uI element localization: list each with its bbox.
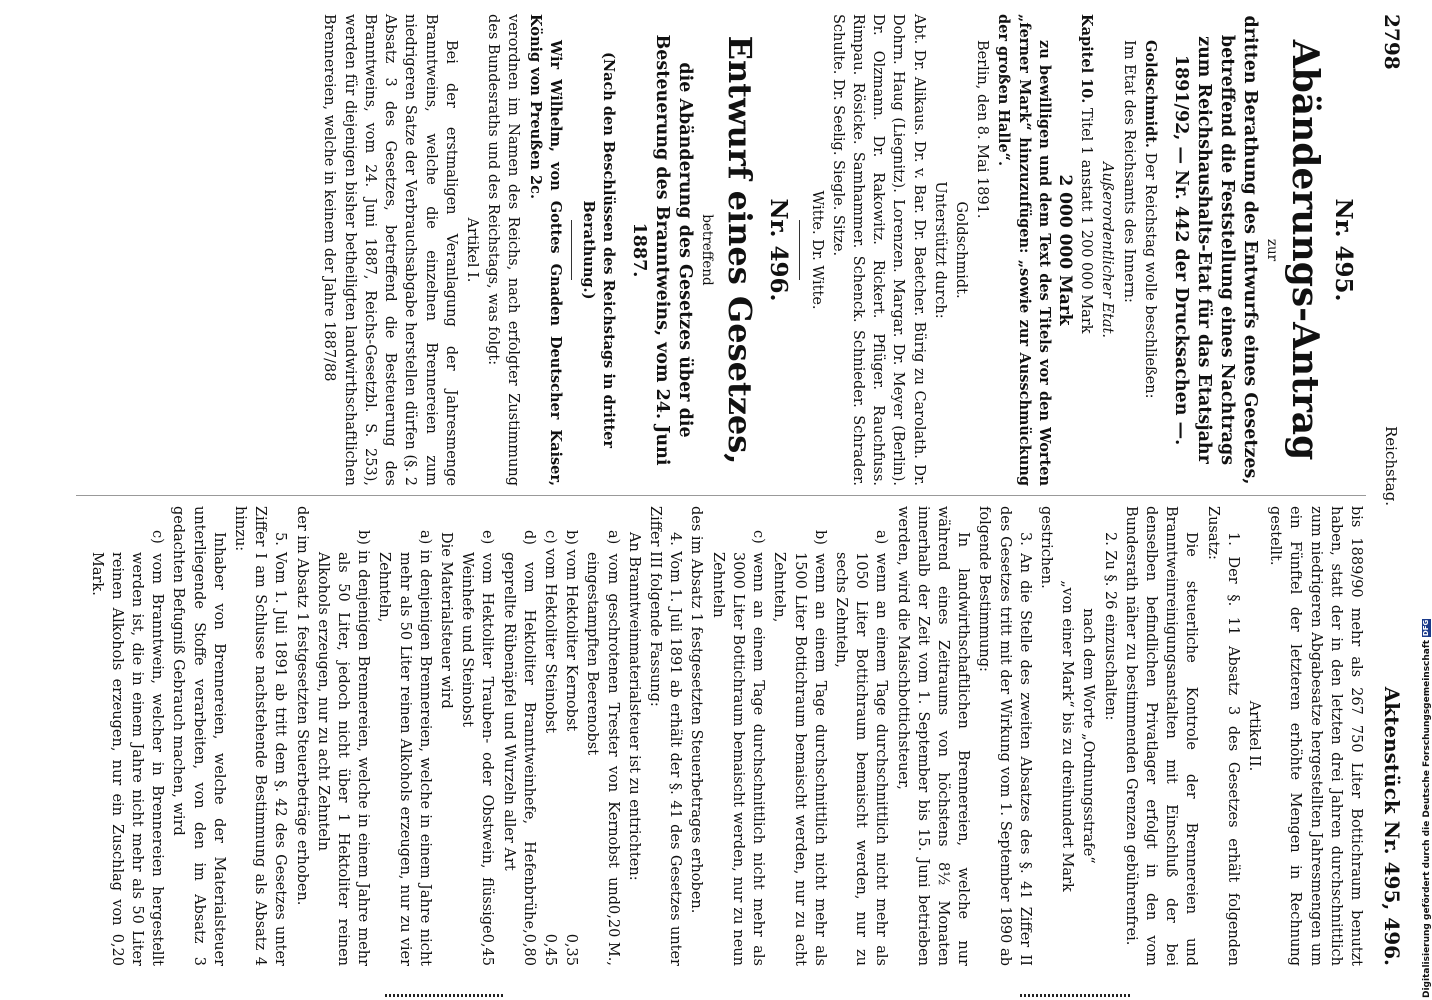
- wir-wilhelm: Wir Wilhelm, von Gottes Gnaden Deutscher Kaiser, König von Preußen 2c.: [526, 14, 564, 486]
- right-column: [85, 506, 1366, 966]
- para-5: 5. Vom 1. Juli 1891 ab tritt dem §. 42 des Gesetzes unter Ziffer I am Schlusse nachstehende Bestimmung als Absatz 4 hinzu:: [232, 506, 289, 966]
- para-4bb: b) vom Hektoliter Kernobst: [563, 530, 580, 732]
- kapitel-text: Titel 1 anstatt 1 200 000 Mark: [1078, 107, 1095, 334]
- digitization-text: Digitalisierung gefördert durch die Deutsche Forschungsgemeinschaft: [1422, 639, 1432, 998]
- header-right: Aktenstück Nr. 495, 496.: [1380, 686, 1404, 966]
- para-4bb-value: 0,35: [563, 933, 580, 966]
- betreffend-label: betreffend: [699, 214, 716, 286]
- artikel-2: Artikel II.: [1245, 700, 1262, 772]
- para-4: 4. Vom 1. Juli 1891 ab erhält der §. 41 des Gesetzes unter Ziffer III folgende Fassung:: [647, 506, 684, 966]
- para-4d-value: 0,80: [520, 933, 537, 966]
- para-4fb: b) in denjenigen Brennereien, welche in einem Jahre mehr als 50 Liter, jedoch nicht über 1 Hektoliter reinen Alkohols erzeugen, nur zu acht Zehnteln: [314, 530, 372, 966]
- para-4fc: der im Absatz 1 festgesetzten Steuerbeträge erhoben.: [293, 506, 310, 906]
- para-3bb: b) wenn an einem Tage durchschnittlich nicht mehr als 1500 Liter Bottichraum bemaischt werden, nur zu acht Zehnteln,: [771, 530, 828, 966]
- para-4e: e) vom Hektoliter Trauben- oder Obstwein, flüssige Weinhefe und Steinobst: [459, 530, 496, 934]
- para-4f: Die Materialsteuer wird: [438, 532, 455, 709]
- para-3b: In landwirthschaftlichen Brennereien, welche nur während eines Zeitraums von höchstens 8½ Monaten innerhalb der Zeit vom 1. September bis 15. Juni betrieben werden, wird die Maischbottichsteuer,: [894, 506, 972, 966]
- para-2c: „von einer Mark“ bis zu dreihundert Mark: [1059, 580, 1076, 892]
- dfg-logo-icon: DFG: [1422, 619, 1430, 637]
- para-5b: Inhaber von Brennereien, welche der Materialsteuer unterliegende Stoffe verarbeiten, von den im Absatz 3 gedachten Befugniß Gebrauch machen, wird: [170, 506, 227, 966]
- para-2b: nach dem Worte „Ordnungsstrafe“: [1080, 608, 1097, 864]
- date-berlin: Berlin, den 8. Mai 1891.: [974, 40, 991, 219]
- divider-2: [571, 220, 572, 280]
- goldschmidt-text: Der Reichstag wolle beschließen:: [1141, 152, 1158, 399]
- beschluss-note: (Nach den Beschlüssen des Reichstags in dritter Berathung.): [579, 51, 618, 449]
- para-4c-value: 0,45: [542, 933, 559, 966]
- page-number: 2798: [1380, 14, 1404, 70]
- para-4b: An Branntweinmaterialsteuer ist zu entrichten:: [625, 532, 642, 881]
- para-1b: Die steuerliche Kontrole der Brennereien und Branntweinreinigungsanstalten mit Einschluß der bei denselben befindlichen Privatlager erfolgt in den vom Bundesrath näher zu bestimmenden Grenzen gebührenfrei.: [1122, 506, 1200, 966]
- lead-496: die Abänderung des Gesetzes über die Besteuerung des Branntweins, vom 24. Juni 1887.: [629, 34, 696, 466]
- artikel-1-text: Bei der erstmaligen Veranlagung der Jahresmenge Branntweins, welche die einzelnen Brennereien zum niedrigeren Satze der Verbrauchsabgabe herstellen dürfen (§. 2 Absatz 3 des Gesetzes, betreffend die Besteuerung des Branntweins, vom 24. Juni 1887, Reichs-Gesetzbl. S. 253), werden für diejenigen bisher betheiligten landwirthschaftlichen Brennereien, welche in keinem der Jahre 1887/88: [321, 14, 459, 486]
- bottom-mark-right: [1020, 994, 1130, 997]
- para-4fa: a) in denjenigen Brennereien, welche in einem Jahre nicht mehr als 50 Liter reinen Alkohols erzeugen, nur zu vier Zehnteln,: [376, 530, 433, 966]
- rotated-document: [30, 6, 1410, 976]
- page-header: [1370, 6, 1410, 976]
- para-4c: c) vom Hektoliter Steinobst: [542, 530, 559, 734]
- verordnen: verordnen im Namen des Reichs, nach erfolgter Zustimmung des Bundesraths und des Reichstags, was folgt:: [485, 14, 522, 486]
- para-5c: c) vom Branntwein, welcher in Brennereien hergestellt werden ist, die in einem Jahre nicht mehr als 50 Liter reinen Alkohols erzeugen, nur ein Zuschlag von 0,20 Mark.: [88, 530, 166, 966]
- amount: 2 000 000 Mark: [1054, 174, 1075, 326]
- title-abaenderungs-antrag: Abänderungs-Antrag: [1284, 39, 1326, 461]
- para-3c: c) wenn an einem Tage durchschnittlich nicht mehr als 3000 Liter Bottichraum bemaischt werden, nur zu neun Zehnteln: [709, 530, 767, 966]
- artikel-1: Artikel I.: [463, 217, 480, 283]
- para-4e-value: 0,45: [479, 933, 496, 966]
- goldschmidt-name: Goldschmidt.: [1141, 40, 1159, 148]
- para-3a: a) wenn an einem Tage durchschnittlich nicht mehr als 1050 Liter Bottichraum bemaischt werden, nur zu sechs Zehnteln,: [832, 530, 890, 966]
- column-rule: [76, 495, 1366, 496]
- kapitel-text2: zu bewilligen und dem Text des Titels vor den Worten „ferner Mark“ hinzuzufügen: „sowie zur Ausschmückung der großen Halle“.: [995, 14, 1053, 486]
- supporters-list: Abt. Dr. Alikaus. Dr. v. Bar. Dr. Baetcher. Bürig zu Carolath. Dr. Dohrn. Haug (Liegnitz). Lorenzen. Margar. Dr. Meyer (Berlin). Dr. Olzmann. Dr. Rakowitz. Rickert. Pflüger. Rauchfuss. Rimpau. Rösicke. Samhammer. Schenck. Schnieder. Schrader. Schulte. Dr. Seelig. Siegle. Sitze.: [829, 14, 927, 486]
- para-4a-value: 0,20 M.,: [604, 905, 621, 966]
- nr-496: Nr. 496.: [765, 198, 793, 302]
- para-3: 3. An die Stelle des zweiten Absatzes des §. 41 Ziffer II des Gesetzes tritt mit der Wirkung vom 1. September 1890 ab folgende Bestimmung:: [976, 506, 1033, 966]
- im-etat: Im Etat des Reichsamts des Innern:: [1120, 40, 1137, 303]
- para-3d: des im Absatz 1 festgesetzten Steuerbetrages erhoben.: [688, 506, 705, 914]
- header-center: Reichstag.: [1382, 426, 1400, 507]
- kapitel-10: Kapitel 10.: [1078, 14, 1096, 104]
- ausserordentlicher-etat: Außerordentlicher Etat.: [1099, 161, 1116, 339]
- digitization-credit: [1422, 619, 1432, 998]
- divider: [799, 220, 800, 280]
- para-2d: gestrichen.: [1037, 506, 1054, 589]
- continuation: bis 1889/90 mehr als 267 750 Liter Bottichraum benutzt haben, statt der in den letzten drei Jahren durchschnittlich zum niedrigeren Abgabesatze hergestellten Jahresmengen um ein Fünftel der letzteren erhöhte Mengen in Rechnung gestellt.: [1267, 506, 1364, 966]
- bottom-mark-left: [385, 994, 505, 997]
- para-1: 1. Der §. 11 Absatz 3 des Gesetzes erhält folgenden Zusatz:: [1204, 506, 1241, 966]
- title-entwurf: Entwurf eines Gesetzes,: [721, 35, 760, 465]
- signer: Goldschmidt.: [952, 201, 969, 299]
- left-column: [318, 14, 1366, 486]
- lead-495: dritten Berathung des Entwurfs eines Gesetzes, betreffend die Feststellung eines Nachtrags zum Reichshaushalts-Etat für das Etatsjahr 1891/92, — Nr. 442 der Drucksachen —.: [1170, 15, 1260, 485]
- supporters-last: Witte. Dr. Witte.: [808, 190, 825, 310]
- unterstuetzt: Unterstützt durch:: [931, 181, 948, 319]
- para-2: 2. Zu §. 26 einzuschalten:: [1101, 532, 1118, 721]
- para-4a: a) vom geschrotenen Trester von Kernobst und eingestampften Beerenobst: [584, 530, 621, 906]
- zur-label: zur: [1264, 238, 1280, 262]
- nr-495: Nr. 495.: [1330, 198, 1357, 302]
- para-4d: d) vom Hektoliter Branntweinhefe, Hefenbrühe, geprellte Rübenäpfel und Wurzeln aller Art: [500, 530, 537, 934]
